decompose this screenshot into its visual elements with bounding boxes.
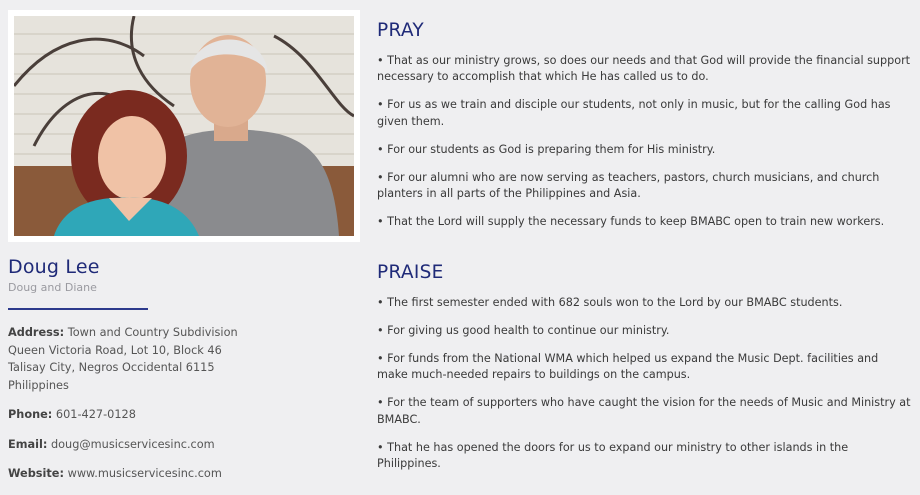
prayer-content — [377, 20, 912, 484]
list-item: • The first semester ended with 682 souls won to the Lord by our BMABC students. — [377, 295, 912, 311]
list-item: • That the Lord will supply the necessary funds to keep BMABC open to train new workers. — [377, 214, 912, 230]
profile-photo — [14, 16, 354, 236]
email-block — [8, 436, 360, 454]
email-label: Email: — [8, 437, 48, 451]
phone-value[interactable]: 601-427-0128 — [55, 408, 136, 421]
phone-block — [8, 406, 360, 424]
praise-list — [377, 295, 912, 472]
list-item: • That he has opened the doors for us to expand our ministry to other islands in the Philippines. — [377, 440, 912, 473]
address-label: Address: — [8, 326, 65, 339]
website-link[interactable]: www.musicservicesinc.com — [67, 467, 222, 480]
email-link[interactable]: doug@musicservicesinc.com — [50, 437, 215, 451]
list-item: • For us as we train and disciple our students, not only in music, but for the calling God has given them. — [377, 97, 912, 130]
phone-label: Phone: — [8, 408, 53, 421]
divider — [8, 308, 148, 310]
website-label: Website: — [8, 467, 64, 480]
list-item: • For our alumni who are now serving as teachers, pastors, church musicians, and church planters in all parts of the Philippines and Asia. — [377, 170, 912, 203]
profile-subtitle: Doug and Diane — [8, 281, 97, 294]
profile-name: Doug Lee — [8, 256, 100, 278]
photo-illustration — [14, 16, 354, 236]
address-line-4: Philippines — [8, 378, 69, 392]
address-line-1: Town and Country Subdivision — [67, 326, 238, 339]
list-item: • For funds from the National WMA which helped us expand the Music Dept. facilities and make much-needed repairs to buildings on the campus. — [377, 351, 912, 384]
list-item: • For giving us good health to continue our ministry. — [377, 323, 912, 339]
address-line-3: Talisay City, Negros Occidental 6115 — [8, 361, 215, 374]
website-block — [8, 465, 360, 483]
address-line-2: Queen Victoria Road, Lot 10, Block 46 — [8, 343, 222, 357]
list-item: • For the team of supporters who have caught the vision for the needs of Music and Ministry at BMABC. — [377, 395, 912, 428]
pray-list — [377, 53, 912, 230]
contact-info — [8, 324, 360, 483]
list-item: • That as our ministry grows, so does our needs and that God will provide the financial support necessary to accomplish that which He has called us to do. — [377, 53, 912, 86]
list-item: • For our students as God is preparing them for His ministry. — [377, 142, 912, 158]
address-block — [8, 324, 360, 394]
profile-card — [8, 10, 360, 495]
pray-heading: PRAY — [377, 20, 424, 41]
praise-heading: PRAISE — [377, 262, 444, 284]
profile-photo-frame — [8, 10, 360, 242]
